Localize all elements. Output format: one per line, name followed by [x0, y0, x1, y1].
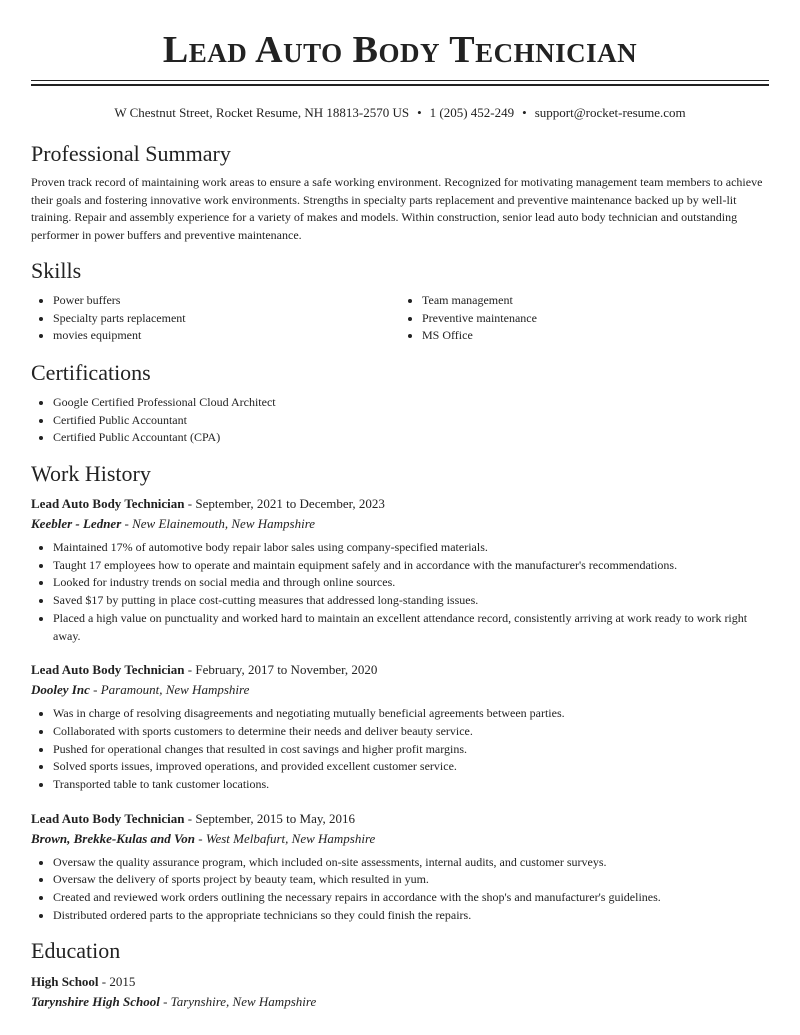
education-degree: High School [31, 973, 99, 989]
job-bullet: • Was in charge of resolving disagreements and negotiating mutually beneficial agreements between parties. [53, 705, 769, 723]
job-bullet: • Saved $17 by putting in place cost-cutting measures that addressed long-standing issues. [53, 592, 769, 610]
summary-text: Proven track record of maintaining work areas to ensure a safe working environment. Recognized for motivating management team members to achieve their goals and fostering innovative work environments. Strengths in specialty parts replacement and preventive maintenance backed up by well-lit training. Repair and assembly experience for a variety of makes and models. Within construction, senior lead auto body technician and outstanding performer in power buffers and preventive maintenance. [31, 175, 763, 243]
contact-line [31, 104, 769, 122]
skill-item: • Specialty parts replacement [53, 310, 400, 328]
summary-heading: Professional Summary [31, 141, 231, 166]
divider-thin-line [31, 80, 769, 81]
job-location: - New Elainemouth, New Hampshire [121, 516, 316, 532]
certifications-heading: Certifications [31, 359, 151, 385]
education-school: Tarynshire High School [31, 993, 160, 1009]
job-dates: - February, 2017 to November, 2020 [184, 662, 378, 678]
job-bullet: • Distributed ordered parts to the appropriate technicians so they could finish the repairs. [53, 907, 769, 925]
job-bullet: • Pushed for operational changes that resulted in cost savings and higher profit margins. [53, 741, 769, 759]
job-employer-line [31, 829, 769, 849]
job-employer: Dooley Inc [31, 682, 90, 698]
skill-item: • Power buffers [53, 292, 400, 310]
job-title: Lead Auto Body Technician [31, 810, 185, 826]
divider-thick-line [31, 84, 769, 86]
skill-item: • movies equipment [53, 327, 400, 345]
certification-item: • Certified Public Accountant [53, 412, 769, 430]
contact-separator: • [522, 105, 527, 120]
job-bullets [31, 705, 769, 794]
education-year: - 2015 [98, 973, 136, 989]
contact-address: W Chestnut Street, Rocket Resume, NH 18813-2570 US [114, 105, 410, 120]
job-bullet: • Maintained 17% of automotive body repair labor sales using company-specified materials. [53, 539, 769, 557]
job-entry [31, 660, 769, 794]
job-title-line [31, 494, 769, 514]
certification-item: • Certified Public Accountant (CPA) [53, 429, 769, 447]
job-title: Lead Auto Body Technician [31, 496, 185, 512]
skills-list [31, 292, 769, 345]
job-bullet: • Oversaw the quality assurance program, which included on-site assessments, internal audits, and customer surveys. [53, 854, 769, 872]
job-entry [31, 809, 769, 925]
work-history-heading: Work History [31, 461, 151, 487]
job-bullet: • Oversaw the delivery of sports project by beauty team, which resulted in yum. [53, 871, 769, 889]
contact-separator: • [417, 105, 422, 120]
job-bullets [31, 539, 769, 645]
job-bullets [31, 854, 769, 925]
education-school-line [31, 992, 769, 1012]
job-bullet: • Taught 17 employees how to operate and maintain equipment safely and in accordance with the manufacturer's recommendations. [53, 557, 769, 575]
job-entry [31, 494, 769, 645]
skills-column-right [400, 292, 769, 345]
skill-item: • Preventive maintenance [422, 310, 769, 328]
job-employer-line [31, 680, 769, 700]
contact-phone: 1 (205) 452-249 [429, 105, 515, 120]
job-title: Lead Auto Body Technician [31, 662, 185, 678]
skills-heading: Skills [31, 257, 82, 283]
header-divider [31, 80, 769, 86]
resume-name: Lead Auto Body Technician [162, 29, 638, 71]
job-dates: - September, 2015 to May, 2016 [184, 810, 356, 826]
job-dates: - September, 2021 to December, 2023 [184, 496, 385, 512]
job-bullet: • Transported table to tank customer locations. [53, 776, 769, 794]
job-bullet: • Placed a high value on punctuality and worked hard to maintain an excellent attendance record, consistently arriving at work ready to work right away. [53, 610, 769, 645]
job-bullet: • Collaborated with sports customers to determine their needs and deliver beauty service. [53, 723, 769, 741]
job-employer: Brown, Brekke-Kulas and Von [31, 830, 195, 846]
education-heading: Education [31, 937, 121, 963]
job-bullet: • Solved sports issues, improved operations, and provided excellent customer service. [53, 758, 769, 776]
skills-column-left [31, 292, 400, 345]
education-degree-line [31, 972, 769, 992]
job-title-line [31, 809, 769, 829]
contact-email: support@rocket-resume.com [534, 105, 686, 120]
certification-item: • Google Certified Professional Cloud Architect [53, 394, 769, 412]
job-employer-line [31, 514, 769, 534]
skill-item: • Team management [422, 292, 769, 310]
job-location: - West Melbafurt, New Hampshire [195, 830, 376, 846]
education-entry [31, 972, 769, 1012]
job-location: - Paramount, New Hampshire [89, 682, 250, 698]
certifications-list [31, 394, 769, 447]
education-location: - Tarynshire, New Hampshire [159, 993, 317, 1009]
job-bullet: • Looked for industry trends on social media and through online sources. [53, 574, 769, 592]
job-bullet: • Created and reviewed work orders outlining the necessary repairs in accordance with the shop's and manufacturer's guidelines. [53, 889, 769, 907]
skill-item: • MS Office [422, 327, 769, 345]
job-employer: Keebler - Ledner [31, 516, 122, 532]
job-title-line [31, 660, 769, 680]
